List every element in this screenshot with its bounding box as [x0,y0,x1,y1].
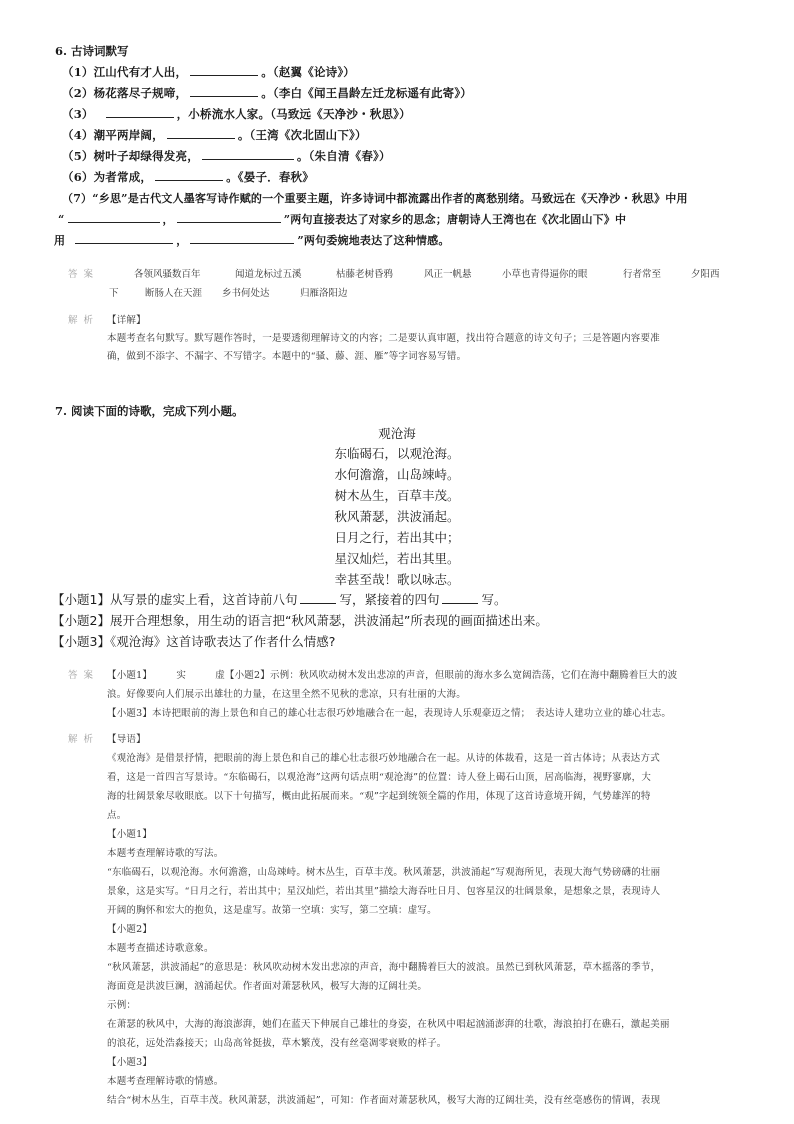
q7-analysis-line-17: 的浪花，远处浩淼接天；山岛高耸挺拔，草木繁茂，没有丝毫凋零衰败的样子。 [107,1038,447,1049]
q6-item-1 [62,64,355,80]
q6-item-7-use-label: 用 [54,234,66,247]
q6-answer-5: 小草也青得逼你的眼 [502,269,588,280]
q7-analysis-line-14: 海面竟是洪波巨澜，汹涌起伏。作者面对萧瑟秋风，极写大海的辽阔壮美。 [107,981,428,992]
q6-analysis-line-2: 本题考查名句默写。默写题作答时，一是要透彻理解诗文的内容；二是要认真审题，找出符合题意的诗文句子；三是答题内容要准 [107,333,660,344]
q6-answer-10: 归雁洛阳边 [300,288,348,299]
q6-answers-row1 [0,266,794,280]
q6-answer-8: 断肠人在天涯 [145,288,203,299]
question-6-title: 6. 古诗词默写 [55,44,129,58]
poem-line-4: 秋风萧瑟，洪波涌起。 [334,509,460,524]
q6-item-5 [62,148,391,164]
q6-item-5-blank[interactable] [202,149,294,160]
sub-question-2: 【小题2】展开合理想象，用生动的语言把“秋风萧瑟，洪波涌起”所表现的画面描述出来。 [52,613,548,628]
q6-answer-7: 夕阳西 [691,269,720,280]
q6-item-7-line3 [54,232,450,248]
q6-item-3-suffix: ，小桥流水人家。（马致远《天净沙・秋思》） [176,107,411,121]
q6-item-7-line3-suffix: ”两句委婉地表达了这种情感。 [297,234,450,247]
q6-item-6 [62,169,314,185]
q6-item-6-blank[interactable] [155,170,223,181]
q7-analysis-line-4: 海的壮阔景象尽收眼底。以下十句描写，概由此拓展而来。“观”字起到统领全篇的作用，体现了这首诗意境开阔，气势雄浑的特 [107,791,651,802]
q6-item-7-blank-3[interactable] [75,233,173,244]
poem-line-5: 日月之行，若出其中； [334,530,460,545]
q7-answer-line-2: 浪。好像要向人们展示出雄壮的力量，在这里全然不见秋的悲凉，只有壮丽的大海。 [107,689,466,700]
q7-answer-line-3: 【小题3】本诗把眼前的海上景色和自己的雄心壮志很巧妙地融合在一起，表现诗人乐观豪迈之情； 表达诗人建功立业的雄心壮志。 [107,708,672,719]
q7-answer-label: 答案 [68,670,100,681]
q7-analysis-line-19: 本题考查理解诗歌的情感。 [107,1076,224,1087]
q6-item-7-blank-4[interactable] [190,233,294,244]
q6-item-5-prefix: （5）树叶子却绿得发亮， [62,149,199,163]
q6-item-4-blank[interactable] [167,128,235,139]
q6-answer-2: 闻道龙标过五溪 [235,269,302,280]
q7-analysis-line-2: 《观沧海》是借景抒情，把眼前的海上景色和自己的雄心壮志很巧妙地融合在一起。从诗的体裁看，这是一首古体诗；从表达方式 [107,753,660,764]
q7-analysis-line-16: 在萧瑟的秋风中，大海的海浪澎湃，她们在蓝天下伸展自己雄壮的身姿，在秋风中唱起汹涌澎湃的壮歌，海浪拍打在礁石，激起美丽 [107,1019,670,1030]
question-7-title: 7. 阅读下面的诗歌，完成下列小题。 [55,404,244,418]
poem-line-3: 树木丛生，百草丰茂。 [334,488,460,503]
q6-item-4-suffix: 。（王湾《次北固山下》） [237,128,367,142]
q6-item-7-line2 [58,211,626,227]
q7-analysis-line-10: 开阔的胸怀和宏大的抱负，这是虚写。故第一空填：实写，第二空填：虚写。 [107,905,437,916]
poem-line-2: 水何澹澹，山岛竦峙。 [334,467,460,482]
q6-answer-6: 行者常至 [623,269,662,280]
q6-item-6-suffix: 。《晏子．春秋》 [226,170,314,184]
q7-analysis-line-20: 结合“树木丛生，百草丰茂。秋风萧瑟，洪波涌起”，可知：作者面对萧瑟秋风，极写大海的辽阔壮美，没有丝毫感伤的情调，表现 [107,1095,661,1106]
q6-item-1-prefix: （1）江山代有才人出， [62,65,188,79]
sub-question-3: 【小题3】《观沧海》这首诗歌表达了作者什么情感? [52,634,336,649]
q6-analysis-line-3: 确，做到不添字、不漏字、不写错字。本题中的“骚、藤、涯、雁”等字词容易写错。 [107,351,467,362]
q6-answer-9: 乡书何处达 [222,288,270,299]
q6-item-7-open-quote: “ [58,213,65,226]
q7-analysis-line-15: 示例： [107,1000,137,1011]
q6-item-7-comma-1: ， [162,213,174,226]
q7-analysis-line-12: 本题考查描述诗歌意象。 [107,943,214,954]
q6-answer-label: 答案 [68,269,100,280]
q6-item-7-comma-2: ， [176,234,188,247]
q7-analysis-line-5: 点。 [107,810,127,821]
sub-question-1-text-b: 写，紧接着的四句 [339,592,440,607]
sub-question-1-blank-2[interactable] [442,591,478,604]
q7-answer-line-1: 【小题1】 实 虚【小题2】示例：秋风吹动树木发出悲凉的声音，但眼前的海水多么宽阔浩荡，它们在海中翻腾着巨大的波 [107,670,678,681]
q7-analysis-line-7: 本题考查理解诗歌的写法。 [107,848,224,859]
q6-item-3-blank[interactable] [106,107,174,118]
q7-analysis-label: 解析 [68,734,100,745]
q6-item-7-line2-suffix: ”两句直接表达了对家乡的思念；唐朝诗人王湾也在《次北固山下》中 [283,213,627,226]
q6-item-7-line1: （7）“乡思”是古代文人墨客写诗作赋的一个重要主题，许多诗词中都流露出作者的离愁别绪。马致远在《天净沙・秋思》中用 [62,192,688,205]
q6-analysis-label: 解析 [68,315,100,326]
q6-item-1-blank[interactable] [190,65,258,76]
q6-answer-7-cont: 下 [109,288,119,299]
sub-question-1-text-c: 写。 [481,592,507,607]
q6-item-3 [62,106,411,122]
q7-analysis-line-8: “东临碣石，以观沧海。水何澹澹，山岛竦峙。树木丛生，百草丰茂。秋风萧瑟，洪波涌起”写观海所见，表现大海气势磅礴的壮丽 [107,867,661,878]
q6-item-7-blank-2[interactable] [177,212,281,223]
q6-item-2 [62,85,472,101]
q6-item-6-prefix: （6）为者常成， [62,170,153,184]
q6-item-7-blank-1[interactable] [68,212,160,223]
q6-item-4-prefix: （4）潮平两岸阔， [62,128,164,142]
q6-item-3-prefix: （3） [62,107,94,121]
q6-item-2-blank[interactable] [190,86,258,97]
q6-answer-3: 枯藤老树昏鸦 [336,269,394,280]
sub-question-1-blank-1[interactable] [300,591,336,604]
q7-analysis-line-9: 景象，这是实写。“日月之行，若出其中；星汉灿烂，若出其里”描绘大海吞吐日月、包容星汉的壮阔景象，是想象之景，表现诗人 [107,886,661,897]
q6-answers-row2 [0,285,794,299]
q7-analysis-line-6: 【小题1】 [107,829,153,840]
q6-item-5-suffix: 。（朱自清《春》） [296,149,391,163]
q7-analysis-line-11: 【小题2】 [107,924,153,935]
poem-line-1: 东临碣石，以观沧海。 [334,446,460,461]
q6-answer-1: 各领风骚数百年 [134,269,201,280]
q6-item-2-prefix: （2）杨花落尽子规啼， [62,86,188,100]
q6-item-1-suffix: 。（赵翼《论诗》） [261,65,356,79]
poem-title: 观沧海 [378,426,416,441]
q6-analysis-line-1: 【详解】 [107,315,146,326]
q7-analysis-line-13: “秋风萧瑟，洪波涌起”的意思是：秋风吹动树木发出悲凉的声音，海中翻腾着巨大的波浪。虽然已到秋风萧瑟，草木摇落的季节， [107,962,661,973]
poem-line-6: 星汉灿烂，若出其里。 [334,551,460,566]
sub-question-1 [52,590,507,608]
q6-item-4 [62,127,367,143]
q7-analysis-line-1: 【导语】 [107,734,146,745]
sub-question-1-text-a: 【小题1】从写景的虚实上看，这首诗前八句 [52,592,298,607]
q7-analysis-line-3: 看，这是一首四言写景诗。“东临碣石，以观沧海”这两句话点明“观沧海”的位置：诗人登上碣石山顶，居高临海，视野寥廓，大 [107,772,652,783]
poem-line-7: 幸甚至哉！歌以咏志。 [334,572,460,587]
q6-item-2-suffix: 。（李白《闻王昌龄左迁龙标遥有此寄》） [261,86,473,100]
q6-answer-4: 风正一帆悬 [424,269,472,280]
q7-analysis-line-18: 【小题3】 [107,1057,153,1068]
